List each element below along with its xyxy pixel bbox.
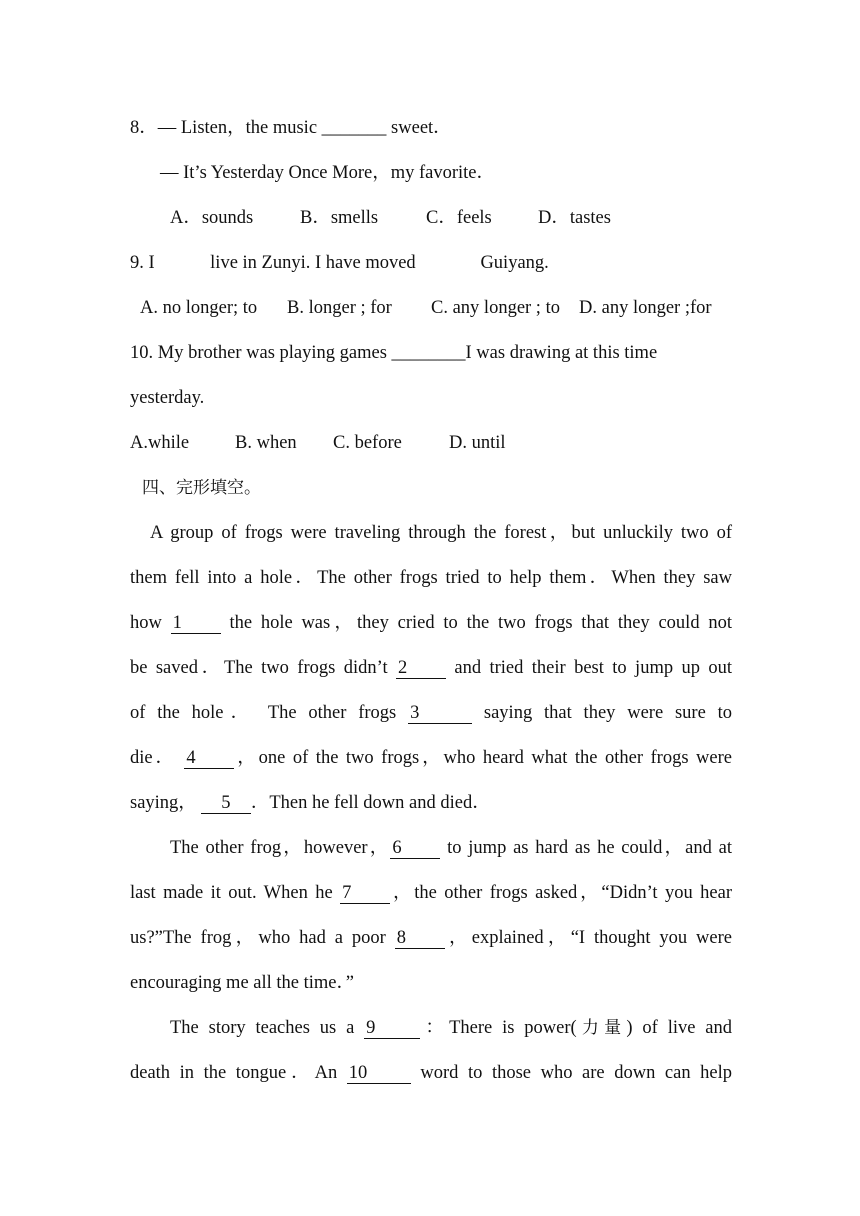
q10-option-a: A.while — [130, 433, 190, 453]
q9-option-c: C. any longer ; to — [431, 298, 560, 318]
passage-line: how 1 the hole was，they cried to the two frogs that they could not — [130, 613, 732, 633]
cloze-blank-9: 9 — [364, 1018, 420, 1039]
q10-stem-line1: 10. My brother was playing games ________I was drawing at this time — [130, 343, 658, 363]
cloze-blank-8: 8 — [395, 928, 445, 949]
passage-line: of the hole． The other frogs 3 saying that they were sure to — [130, 703, 732, 723]
q8-option-b: B．smells — [300, 208, 379, 228]
q8-option-d: D．tastes — [538, 208, 611, 228]
q10-stem-line2: yesterday. — [130, 388, 205, 408]
q8-blank: _______ — [321, 118, 387, 138]
passage-line: death in the tongue．An 10 word to those who are down can help — [130, 1063, 733, 1083]
q9-option-b: B. longer ; for — [287, 298, 392, 318]
passage-line: saying， 5 ．Then he fell down and died． — [130, 793, 491, 813]
cloze-blank-2: 2 — [396, 658, 446, 679]
passage-line: them fell into a hole．The other frogs tried to help them．When they saw — [130, 568, 732, 588]
q8-option-a: A．sounds — [170, 208, 254, 228]
cloze-blank-6: 6 — [390, 838, 440, 859]
cloze-blank-7: 7 — [340, 883, 390, 904]
q8-option-c: C．feels — [426, 208, 492, 228]
q10-option-d: D. until — [449, 433, 506, 453]
cloze-blank-4: 4 — [184, 748, 234, 769]
passage-line: The story teaches us a 9 ：There is power(力量) of live and — [170, 1018, 733, 1038]
cloze-blank-10: 10 — [347, 1063, 411, 1084]
cloze-blank-5: 5 — [201, 793, 251, 814]
cloze-blank-1: 1 — [171, 613, 221, 634]
passage-line: The other frog，however， 6 to jump as hard as he could，and at — [170, 838, 732, 858]
passage-line: be saved．The two frogs didn’t 2 and tried their best to jump up out — [130, 658, 733, 678]
section-heading: 四、完形填空。 — [142, 478, 261, 498]
q10-option-c: C. before — [333, 433, 402, 453]
q10-option-b: B. when — [235, 433, 297, 453]
q9-stem: 9. I live in Zunyi. I have moved Guiyang. — [130, 253, 549, 273]
q8-stem: 8．— Listen，the music _______ sweet． — [130, 118, 452, 138]
q9-blank-2 — [420, 253, 476, 273]
cloze-blank-3: 3 — [408, 703, 472, 724]
passage-line: us?”The frog，who had a poor 8 ，explained，“I thought you were — [130, 928, 733, 948]
q10-options — [130, 431, 732, 455]
q8-reply: — It’s Yesterday Once More，my favorite． — [160, 163, 495, 183]
q9-blank-1 — [159, 253, 205, 273]
passage-line: last made it out. When he 7 ，the other frogs asked，“Didn’t you hear — [130, 883, 732, 903]
passage-line: die． 4 ，one of the two frogs，who heard what the other frogs were — [130, 748, 732, 768]
q8-options — [170, 206, 732, 230]
passage-line: A group of frogs were traveling through the forest，but unluckily two of — [150, 523, 732, 543]
passage-line: encouraging me all the time．” — [130, 973, 354, 993]
q9-option-d: D. any longer ;for — [579, 298, 712, 318]
q9-options — [140, 296, 732, 320]
q9-option-a: A. no longer; to — [140, 298, 258, 318]
